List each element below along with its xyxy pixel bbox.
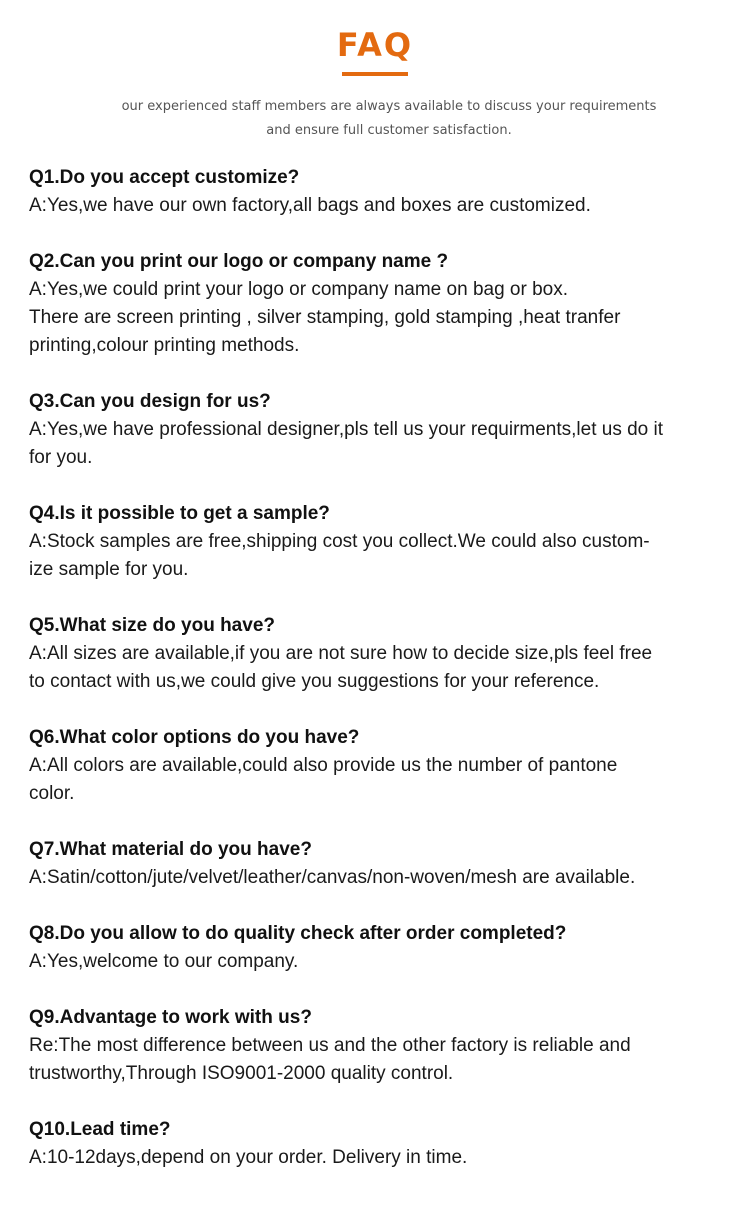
faq-item [29,1004,724,1088]
title-underline [342,72,408,76]
faq-answer-line: A:Yes,we have professional designer,pls tell us your requirments,let us do it [29,419,664,440]
faq-answer-line: trustworthy,Through ISO9001-2000 quality control. [29,1063,454,1084]
faq-item [29,500,724,584]
faq-question: Q4.Is it possible to get a sample? [29,503,330,524]
faq-question: Q9.Advantage to work with us? [29,1007,312,1028]
faq-answer-line: to contact with us,we could give you suggestions for your reference. [29,671,600,692]
faq-item [29,388,724,472]
faq-answer-line: A:Yes,welcome to our company. [29,951,299,972]
faq-answer-line: A:Stock samples are free,shipping cost you collect.We could also custom- [29,531,650,552]
faq-answer-line: A:Yes,we could print your logo or company name on bag or box. [29,279,569,300]
faq-answer-line: A:Satin/cotton/jute/velvet/leather/canvas/non-woven/mesh are available. [29,867,636,888]
faq-question: Q3.Can you design for us? [29,391,271,412]
faq-answer-line: A:All sizes are available,if you are not sure how to decide size,pls feel free [29,643,653,664]
faq-question: Q2.Can you print our logo or company name ? [29,251,449,272]
faq-item [29,612,724,696]
faq-answer-line: A:10-12days,depend on your order. Delivery in time. [29,1147,468,1168]
faq-question: Q8.Do you allow to do quality check after order completed? [29,923,567,944]
faq-item [29,164,724,220]
page-title: FAQ [336,26,414,64]
faq-header [0,26,750,76]
faq-answer-line: A:All colors are available,could also provide us the number of pantone [29,755,618,776]
faq-answer-line: There are screen printing , silver stamping, gold stamping ,heat tranfer [29,307,621,328]
subtitle-line: and ensure full customer satisfaction. [266,123,512,138]
faq-item [29,248,724,360]
faq-item [29,1116,724,1172]
faq-question: Q5.What size do you have? [29,615,275,636]
faq-answer-line: ize sample for you. [29,559,189,580]
faq-question: Q7.What material do you have? [29,839,312,860]
faq-question: Q1.Do you accept customize? [29,167,300,188]
subtitle-line: our experienced staff members are always available to discuss your requirements [121,99,657,114]
page-subtitle [0,95,750,143]
faq-answer-line: Re:The most difference between us and the other factory is reliable and [29,1035,631,1056]
faq-answer-line: printing,colour printing methods. [29,335,300,356]
faq-answer-line: color. [29,783,75,804]
faq-answer-line: for you. [29,447,93,468]
faq-answer-line: A:Yes,we have our own factory,all bags and boxes are customized. [29,195,591,216]
faq-list [29,164,724,1200]
faq-question: Q6.What color options do you have? [29,727,360,748]
faq-item [29,724,724,808]
faq-item [29,920,724,976]
faq-question: Q10.Lead time? [29,1119,171,1140]
faq-item [29,836,724,892]
